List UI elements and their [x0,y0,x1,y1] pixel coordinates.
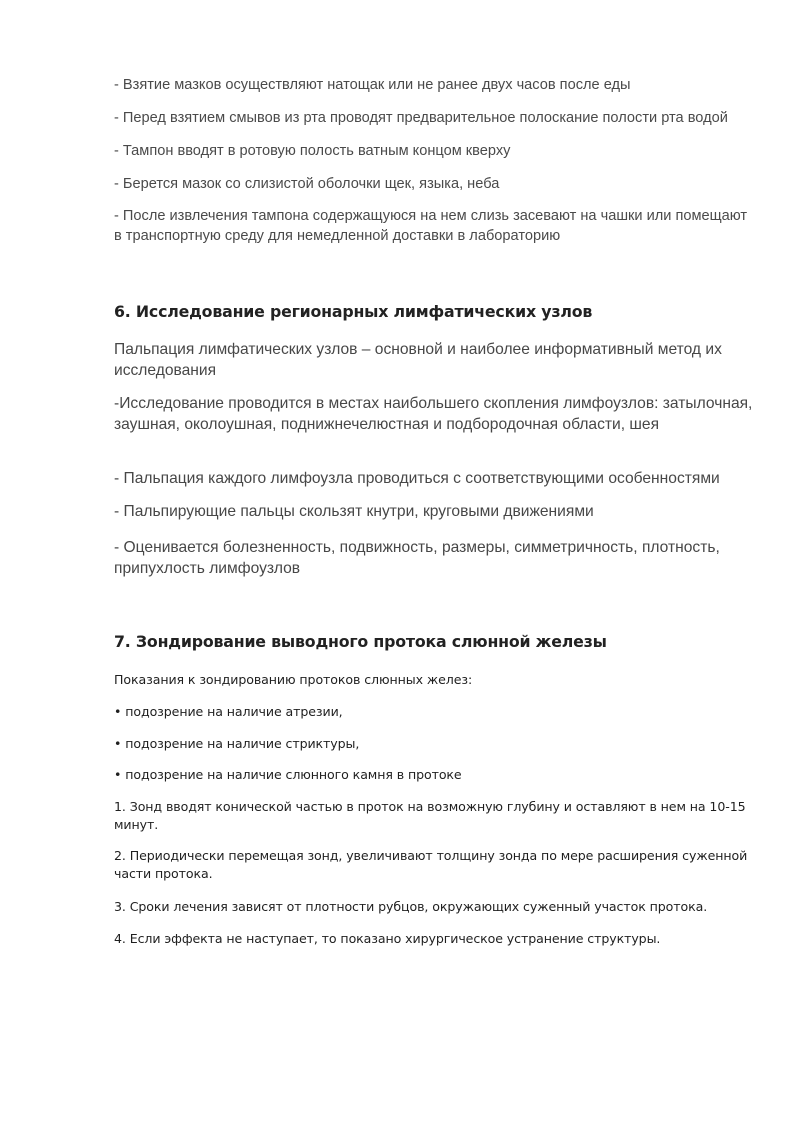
indication-item: • подозрение на наличие стриктуры, [114,736,360,751]
section-7-heading: 7. Зондирование выводного протока слюнной железы [114,632,607,651]
section-6-paragraph: - Пальпация каждого лимфоузла проводиться с соответствующими особенностями [114,470,720,487]
intro-item: - Тампон вводят в ротовую полость ватным концом кверху [114,143,511,159]
section-6-paragraph: Пальпация лимфатических узлов – основной и наиболее информативный метод их исследования [114,341,722,379]
procedure-step: 4. Если эффекта не наступает, то показано хирургическое устранение структуры. [114,931,661,946]
indications-title: Показания к зондированию протоков слюнных желез: [114,672,473,687]
section-6-paragraph: - Пальпирующие пальцы скользят кнутри, круговыми движениями [114,503,594,520]
procedure-step: 3. Сроки лечения зависят от плотности рубцов, окружающих суженный участок протока. [114,899,708,914]
intro-item: - Берется мазок со слизистой оболочки щек, языка, неба [114,176,500,192]
section-6-paragraph: - Оценивается болезненность, подвижность, размеры, симметричность, плотность, припухлость лимфоузлов [114,539,720,577]
intro-item: - Взятие мазков осуществляют натощак или не ранее двух часов после еды [114,77,631,93]
procedure-step: 1. Зонд вводят конической частью в проток на возможную глубину и оставляют в нем на 10-15 минут. [114,799,746,832]
indication-item: • подозрение на наличие слюнного камня в протоке [114,767,462,782]
intro-item: - Перед взятием смывов из рта проводят предварительное полоскание полости рта водой [114,110,728,126]
procedure-step: 2. Периодически перемещая зонд, увеличивают толщину зонда по мере расширения суженной части протока. [114,848,748,881]
intro-item: - После извлечения тампона содержащуюся на нем слизь засевают на чашки или помещают в транспортную среду для немедленной доставки в лабораторию [114,208,748,244]
indication-item: • подозрение на наличие атрезии, [114,704,343,719]
section-6-heading: 6. Исследование регионарных лимфатических узлов [114,302,593,321]
section-6-paragraph: -Исследование проводится в местах наибольшего скопления лимфоузлов: затылочная, заушная, околоушная, поднижнечелюстная и подбородочная области, шея [114,395,753,433]
